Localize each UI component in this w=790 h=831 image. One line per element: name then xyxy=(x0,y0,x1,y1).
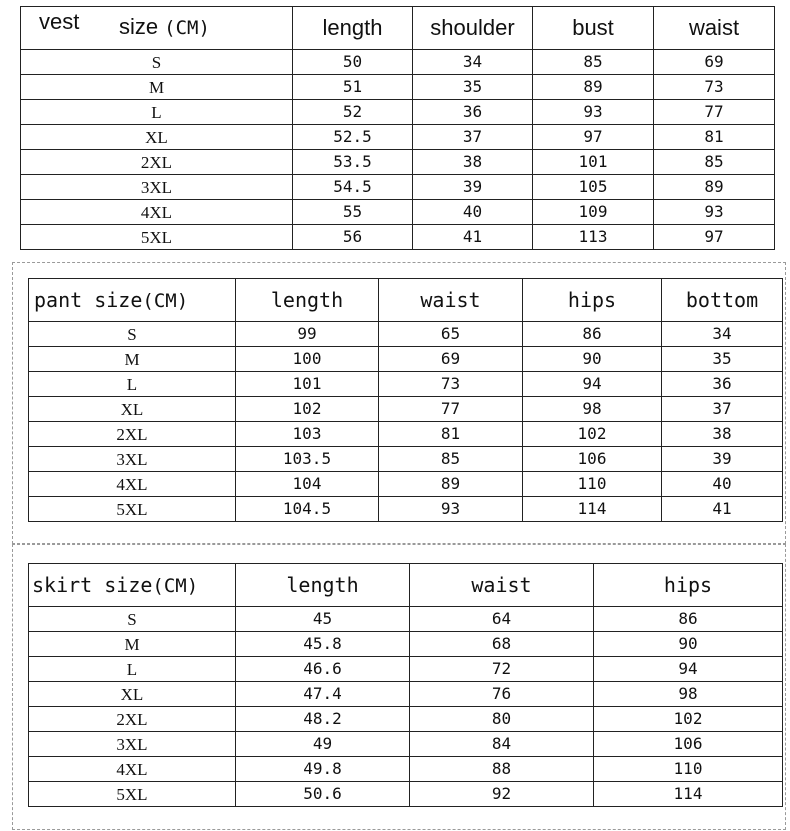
hips-cell: 90 xyxy=(523,347,662,372)
table-row xyxy=(21,100,775,125)
shoulder-cell: 40 xyxy=(413,200,533,225)
waist-cell: 89 xyxy=(379,472,523,497)
hips-cell: 94 xyxy=(594,657,783,682)
bottom-cell: 34 xyxy=(662,322,783,347)
length-cell: 53.5 xyxy=(293,150,413,175)
vest-col-waist: waist xyxy=(654,7,775,50)
table-row xyxy=(29,397,783,422)
waist-cell: 76 xyxy=(410,682,594,707)
waist-cell: 85 xyxy=(379,447,523,472)
vest-unit: (CM) xyxy=(164,17,210,39)
table-row xyxy=(21,225,775,250)
size-cell: 5XL xyxy=(21,225,293,250)
hips-cell: 102 xyxy=(523,422,662,447)
waist-cell: 65 xyxy=(379,322,523,347)
vest-col-shoulder: shoulder xyxy=(413,7,533,50)
waist-cell: 69 xyxy=(654,50,775,75)
table-row xyxy=(21,200,775,225)
skirt-col-hips: hips xyxy=(594,564,783,607)
waist-cell: 72 xyxy=(410,657,594,682)
vest-header-row xyxy=(21,7,775,50)
vest-size-label xyxy=(119,16,210,38)
size-cell: 3XL xyxy=(29,732,236,757)
shoulder-cell: 37 xyxy=(413,125,533,150)
shoulder-cell: 36 xyxy=(413,100,533,125)
size-cell: S xyxy=(21,50,293,75)
size-cell: 5XL xyxy=(29,782,236,807)
hips-cell: 98 xyxy=(523,397,662,422)
length-cell: 49 xyxy=(236,732,410,757)
pant-col-hips: hips xyxy=(523,279,662,322)
table-row xyxy=(29,472,783,497)
size-cell: 3XL xyxy=(29,447,236,472)
size-cell: 4XL xyxy=(21,200,293,225)
waist-cell: 93 xyxy=(379,497,523,522)
table-row xyxy=(21,150,775,175)
waist-cell: 77 xyxy=(654,100,775,125)
waist-cell: 64 xyxy=(410,607,594,632)
waist-cell: 84 xyxy=(410,732,594,757)
bust-cell: 109 xyxy=(533,200,654,225)
vest-col-bust: bust xyxy=(533,7,654,50)
bust-cell: 89 xyxy=(533,75,654,100)
pant-header-row xyxy=(29,279,783,322)
length-cell: 45.8 xyxy=(236,632,410,657)
length-cell: 51 xyxy=(293,75,413,100)
length-cell: 56 xyxy=(293,225,413,250)
hips-cell: 90 xyxy=(594,632,783,657)
table-row xyxy=(21,50,775,75)
bust-cell: 113 xyxy=(533,225,654,250)
length-cell: 101 xyxy=(236,372,379,397)
bust-cell: 101 xyxy=(533,150,654,175)
bottom-cell: 35 xyxy=(662,347,783,372)
length-cell: 103 xyxy=(236,422,379,447)
length-cell: 46.6 xyxy=(236,657,410,682)
vest-size-header xyxy=(21,7,293,50)
table-row xyxy=(29,657,783,682)
waist-cell: 85 xyxy=(654,150,775,175)
bottom-cell: 40 xyxy=(662,472,783,497)
waist-cell: 80 xyxy=(410,707,594,732)
waist-cell: 73 xyxy=(654,75,775,100)
pant-col-bottom: bottom xyxy=(662,279,783,322)
shoulder-cell: 39 xyxy=(413,175,533,200)
pant-col-waist: waist xyxy=(379,279,523,322)
bust-cell: 93 xyxy=(533,100,654,125)
bottom-cell: 37 xyxy=(662,397,783,422)
table-row xyxy=(29,632,783,657)
length-cell: 55 xyxy=(293,200,413,225)
hips-cell: 86 xyxy=(523,322,662,347)
skirt-col-waist: waist xyxy=(410,564,594,607)
bust-cell: 85 xyxy=(533,50,654,75)
size-cell: S xyxy=(29,607,236,632)
table-row xyxy=(21,75,775,100)
bust-cell: 105 xyxy=(533,175,654,200)
size-cell: L xyxy=(29,657,236,682)
size-cell: M xyxy=(29,347,236,372)
size-cell: 2XL xyxy=(21,150,293,175)
table-row xyxy=(29,447,783,472)
pant-size-table xyxy=(28,278,783,522)
skirt-size-label: skirt size xyxy=(32,572,153,597)
vest-size-word: size xyxy=(119,14,159,39)
shoulder-cell: 41 xyxy=(413,225,533,250)
hips-cell: 98 xyxy=(594,682,783,707)
vest-size-table xyxy=(20,6,775,250)
table-row xyxy=(29,497,783,522)
waist-cell: 92 xyxy=(410,782,594,807)
hips-cell: 114 xyxy=(594,782,783,807)
pant-size-header xyxy=(29,279,236,322)
length-cell: 54.5 xyxy=(293,175,413,200)
size-cell: L xyxy=(29,372,236,397)
waist-cell: 68 xyxy=(410,632,594,657)
hips-cell: 110 xyxy=(523,472,662,497)
hips-cell: 110 xyxy=(594,757,783,782)
bottom-cell: 41 xyxy=(662,497,783,522)
hips-cell: 102 xyxy=(594,707,783,732)
table-row xyxy=(21,175,775,200)
skirt-col-length: length xyxy=(236,564,410,607)
table-row xyxy=(29,607,783,632)
table-row xyxy=(29,372,783,397)
waist-cell: 88 xyxy=(410,757,594,782)
size-cell: 4XL xyxy=(29,472,236,497)
vest-col-length: length xyxy=(293,7,413,50)
waist-cell: 89 xyxy=(654,175,775,200)
length-cell: 99 xyxy=(236,322,379,347)
pant-size-label: pant size xyxy=(34,287,143,312)
waist-cell: 97 xyxy=(654,225,775,250)
hips-cell: 114 xyxy=(523,497,662,522)
bottom-cell: 38 xyxy=(662,422,783,447)
size-cell: XL xyxy=(29,397,236,422)
size-cell: L xyxy=(21,100,293,125)
skirt-unit: (CM) xyxy=(152,574,199,597)
table-row xyxy=(29,707,783,732)
table-row xyxy=(29,422,783,447)
skirt-size-header xyxy=(29,564,236,607)
length-cell: 48.2 xyxy=(236,707,410,732)
size-cell: 4XL xyxy=(29,757,236,782)
bust-cell: 97 xyxy=(533,125,654,150)
table-row xyxy=(29,732,783,757)
bottom-cell: 36 xyxy=(662,372,783,397)
length-cell: 104.5 xyxy=(236,497,379,522)
size-cell: 2XL xyxy=(29,422,236,447)
size-cell: XL xyxy=(29,682,236,707)
waist-cell: 77 xyxy=(379,397,523,422)
length-cell: 100 xyxy=(236,347,379,372)
waist-cell: 69 xyxy=(379,347,523,372)
pant-unit: (CM) xyxy=(142,289,189,312)
length-cell: 52.5 xyxy=(293,125,413,150)
waist-cell: 81 xyxy=(379,422,523,447)
length-cell: 102 xyxy=(236,397,379,422)
hips-cell: 106 xyxy=(523,447,662,472)
size-cell: 3XL xyxy=(21,175,293,200)
bottom-cell: 39 xyxy=(662,447,783,472)
table-row xyxy=(29,682,783,707)
hips-cell: 86 xyxy=(594,607,783,632)
size-cell: M xyxy=(29,632,236,657)
size-cell: S xyxy=(29,322,236,347)
length-cell: 50 xyxy=(293,50,413,75)
hips-cell: 94 xyxy=(523,372,662,397)
table-row xyxy=(21,125,775,150)
length-cell: 52 xyxy=(293,100,413,125)
length-cell: 50.6 xyxy=(236,782,410,807)
table-row xyxy=(29,347,783,372)
length-cell: 103.5 xyxy=(236,447,379,472)
table-row xyxy=(29,757,783,782)
shoulder-cell: 38 xyxy=(413,150,533,175)
table-row xyxy=(29,322,783,347)
vest-title: vest xyxy=(39,9,80,34)
size-cell: 2XL xyxy=(29,707,236,732)
length-cell: 45 xyxy=(236,607,410,632)
waist-cell: 73 xyxy=(379,372,523,397)
waist-cell: 93 xyxy=(654,200,775,225)
waist-cell: 81 xyxy=(654,125,775,150)
skirt-header-row xyxy=(29,564,783,607)
length-cell: 47.4 xyxy=(236,682,410,707)
size-cell: 5XL xyxy=(29,497,236,522)
size-cell: M xyxy=(21,75,293,100)
skirt-size-table xyxy=(28,563,783,807)
length-cell: 49.8 xyxy=(236,757,410,782)
hips-cell: 106 xyxy=(594,732,783,757)
table-row xyxy=(29,782,783,807)
shoulder-cell: 34 xyxy=(413,50,533,75)
size-cell: XL xyxy=(21,125,293,150)
shoulder-cell: 35 xyxy=(413,75,533,100)
pant-col-length: length xyxy=(236,279,379,322)
length-cell: 104 xyxy=(236,472,379,497)
